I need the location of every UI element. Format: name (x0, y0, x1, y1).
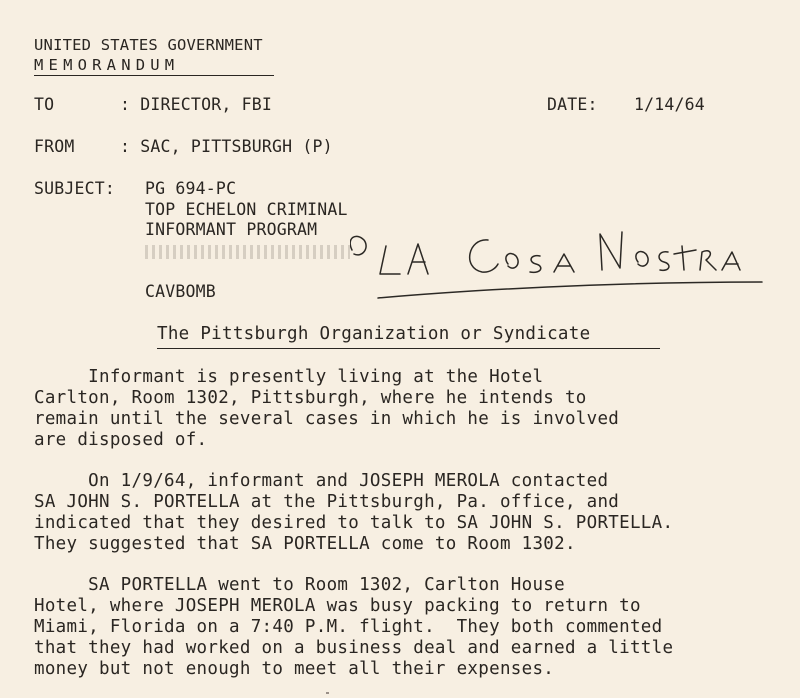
agency-heading: UNITED STATES GOVERNMENT (34, 36, 263, 54)
subject-label: SUBJECT: (34, 179, 116, 198)
memorandum-underline (34, 75, 274, 76)
paragraph-line: Informant is presently living at the Hotel (34, 367, 544, 387)
paragraph-line: remain until the several cases in which he is involved (34, 409, 620, 429)
paragraph-line: They suggested that SA PORTELLA come to Room 1302. (34, 534, 576, 554)
paragraph-line: On 1/9/64, informant and JOSEPH MEROLA contacted (34, 471, 609, 491)
from-value: : SAC, PITTSBURGH (P) (120, 137, 333, 156)
paragraph-line: indicated that they desired to talk to SA JOHN S. PORTELLA. (34, 513, 674, 533)
paragraph-line: SA JOHN S. PORTELLA at the Pittsburgh, Pa. office, and (34, 492, 620, 512)
paragraph-line: Miami, Florida on a 7:40 P.M. flight. They both commented (34, 617, 663, 637)
section-title: The Pittsburgh Organization or Syndicate (157, 324, 591, 344)
paragraph-line: Hotel, where JOSEPH MEROLA was busy packing to return to (34, 596, 641, 616)
section-title-underline (157, 348, 660, 349)
to-value: : DIRECTOR, FBI (120, 95, 273, 114)
redacted-line (145, 245, 350, 259)
paragraph-line: are disposed of. (34, 430, 208, 450)
subject-line: TOP ECHELON CRIMINAL (145, 200, 348, 219)
paragraph-line: that they had worked on a business deal and earned a little (34, 638, 674, 658)
handwritten-annotation (350, 218, 770, 318)
from-label: FROM (34, 137, 75, 156)
codeword: CAVBOMB (145, 282, 216, 301)
subject-line: PG 694-PC (145, 179, 237, 198)
to-label: TO (34, 95, 55, 114)
page-speck (326, 692, 329, 694)
subject-line: INFORMANT PROGRAM (145, 220, 318, 239)
paragraph-line: SA PORTELLA went to Room 1302, Carlton House (34, 575, 565, 595)
date-value: 1/14/64 (634, 95, 705, 114)
date-label: DATE: (547, 95, 598, 114)
memorandum-heading: MEMORANDUM (34, 56, 180, 74)
paragraph-line: Carlton, Room 1302, Pittsburgh, where he intends to (34, 388, 587, 408)
paragraph-line: money but not enough to meet all their expenses. (34, 659, 555, 679)
